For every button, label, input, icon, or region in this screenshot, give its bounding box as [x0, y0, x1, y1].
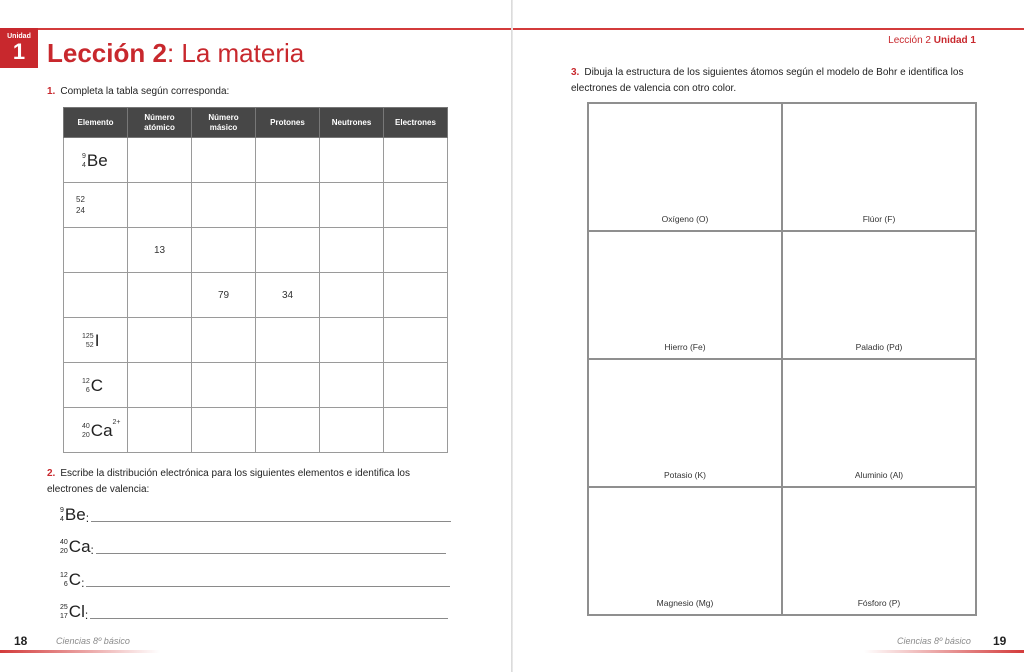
table-cell[interactable]: [128, 138, 192, 183]
element-symbol: Be: [86, 150, 108, 170]
atomic-number: 52: [85, 341, 94, 349]
atom-label: Aluminio (Al): [854, 470, 904, 480]
ion-charge: 2+: [112, 418, 121, 426]
answer-line-cl[interactable]: [90, 618, 448, 619]
running-head-lesson: Lección 2: [888, 35, 931, 46]
element-cell-blank[interactable]: [64, 228, 128, 273]
question-2: [47, 466, 457, 498]
right-page: [513, 0, 1024, 672]
bohr-cell-oxygen[interactable]: [588, 103, 782, 231]
unit-label: Unidad: [7, 33, 31, 40]
header-electrones: Electrones: [384, 108, 448, 138]
element-symbol: Ca: [68, 537, 91, 556]
nuclide-c: [82, 376, 103, 396]
element-symbol: Be: [64, 505, 86, 524]
answer-row-c: [60, 570, 450, 590]
table-cell[interactable]: [384, 138, 448, 183]
table-cell[interactable]: [320, 138, 384, 183]
table-cell[interactable]: [320, 228, 384, 273]
atom-label: Oxígeno (O): [661, 214, 709, 224]
answer-row-ca: [60, 537, 446, 557]
colon: :: [90, 543, 94, 557]
element-cell-ca: [64, 408, 128, 453]
header-elemento: Elemento: [64, 108, 128, 138]
mass-number: 9: [82, 152, 86, 160]
table-cell[interactable]: 34: [256, 273, 320, 318]
table-cell[interactable]: [256, 183, 320, 228]
answer-row-be: [60, 505, 451, 525]
table-cell[interactable]: [320, 273, 384, 318]
element-cell-blank[interactable]: [64, 273, 128, 318]
nuclide-be: [82, 151, 108, 171]
page-number-right: 19: [993, 634, 1007, 648]
table-row: [64, 318, 448, 363]
table-cell[interactable]: 79: [192, 273, 256, 318]
atom-label: Hierro (Fe): [664, 342, 706, 352]
table-cell[interactable]: [384, 318, 448, 363]
element-cell-c: [64, 363, 128, 408]
mass-number: 40: [82, 422, 90, 430]
table-cell[interactable]: [128, 273, 192, 318]
mass-number: 12: [60, 572, 68, 579]
answer-line-ca[interactable]: [96, 553, 446, 554]
element-symbol: C: [68, 570, 82, 589]
mass-number: 125: [82, 332, 94, 340]
bohr-cell-aluminium[interactable]: [782, 359, 976, 487]
table-cell[interactable]: [192, 318, 256, 363]
unit-tab: [0, 28, 38, 68]
table-cell[interactable]: [320, 183, 384, 228]
bohr-cell-fluorine[interactable]: [782, 103, 976, 231]
nuclide-ca-ion: [82, 418, 121, 441]
answer-line-be[interactable]: [91, 521, 451, 522]
nuclide-i: [82, 331, 99, 351]
atom-label: Paladio (Pd): [855, 342, 903, 352]
lesson-title-suffix: : La materia: [166, 38, 305, 68]
table-cell[interactable]: [384, 273, 448, 318]
table-row: [64, 183, 448, 228]
element-cell-i: [64, 318, 128, 363]
page-number-left: 18: [14, 634, 28, 648]
atomic-number: 20: [82, 431, 90, 439]
bohr-model-grid: [587, 102, 977, 616]
question-2-number: 2.: [47, 468, 56, 479]
table-cell[interactable]: [320, 318, 384, 363]
left-page: [0, 0, 511, 672]
question-1-text: Completa la tabla según corresponda:: [60, 86, 230, 97]
colon: :: [81, 576, 85, 590]
table-cell[interactable]: [384, 363, 448, 408]
table-row: [64, 363, 448, 408]
question-3-number: 3.: [571, 67, 580, 78]
lesson-title-prefix: Lección 2: [47, 38, 167, 68]
atomic-number: 4: [82, 161, 86, 169]
table-cell[interactable]: [256, 318, 320, 363]
question-2-text: Escribe la distribución electrónica para los siguientes elementos e identifica los electrones de valencia:: [47, 468, 410, 495]
question-3: [571, 65, 981, 97]
mass-number: 40: [60, 539, 68, 546]
atom-label: Flúor (F): [862, 214, 896, 224]
bohr-cell-phosphorus[interactable]: [782, 487, 976, 615]
table-cell[interactable]: [192, 228, 256, 273]
element-cell-blank[interactable]: [64, 183, 128, 228]
atomic-number: 6: [63, 581, 68, 588]
element-symbol: C: [90, 375, 104, 395]
header-numero-atomico: Número atómico: [128, 108, 192, 138]
atomic-number: 24: [76, 206, 85, 215]
header-protones: Protones: [256, 108, 320, 138]
question-3-text: Dibuja la estructura de los siguientes átomos según el modelo de Bohr e identifica los electrones de valencia con otro color.: [571, 67, 964, 94]
table-cell[interactable]: 13: [128, 228, 192, 273]
element-symbol: Cl: [68, 602, 85, 621]
table-cell[interactable]: [256, 138, 320, 183]
colon: :: [85, 511, 90, 525]
atomic-number: 17: [60, 613, 68, 620]
bohr-cell-potassium[interactable]: [588, 359, 782, 487]
bohr-cell-palladium[interactable]: [782, 231, 976, 359]
table-cell[interactable]: [384, 228, 448, 273]
atom-label: Magnesio (Mg): [656, 598, 714, 608]
footer-rule-left: [0, 650, 160, 653]
table-row: [64, 273, 448, 318]
bohr-cell-magnesium[interactable]: [588, 487, 782, 615]
header-neutrones: Neutrones: [320, 108, 384, 138]
footer-rule-right: [864, 650, 1024, 653]
header-numero-masico: Número másico: [192, 108, 256, 138]
bohr-cell-iron[interactable]: [588, 231, 782, 359]
mass-number: 52: [76, 195, 85, 204]
table-cell[interactable]: [192, 183, 256, 228]
table-header-row: [64, 108, 448, 138]
mass-number: 9: [60, 507, 64, 514]
table-row: [64, 228, 448, 273]
running-head-unit: Unidad 1: [933, 35, 976, 46]
table-cell[interactable]: [384, 183, 448, 228]
table-cell[interactable]: [192, 138, 256, 183]
colon: :: [84, 608, 89, 622]
table-cell[interactable]: [320, 408, 384, 453]
atom-label: Potasio (K): [663, 470, 707, 480]
answer-line-c[interactable]: [86, 586, 450, 587]
table-row: [64, 408, 448, 453]
lesson-title: [47, 38, 304, 69]
table-row: [64, 138, 448, 183]
table-cell[interactable]: [192, 363, 256, 408]
table-cell[interactable]: [128, 183, 192, 228]
unit-number: 1: [12, 39, 26, 64]
table-cell[interactable]: [192, 408, 256, 453]
atom-label: Fósforo (P): [857, 598, 901, 608]
table-cell[interactable]: [320, 363, 384, 408]
atomic-number: 6: [85, 386, 90, 394]
table-cell[interactable]: [256, 363, 320, 408]
element-symbol: I: [94, 330, 100, 350]
top-rule: [513, 28, 1024, 30]
footer-book-title-left: Ciencias 8º básico: [56, 636, 130, 646]
mass-number: 25: [60, 604, 68, 611]
atomic-number: 4: [60, 516, 64, 523]
table-cell[interactable]: [128, 318, 192, 363]
table-cell[interactable]: [128, 363, 192, 408]
nuclide-numbers: [76, 194, 85, 216]
table-cell[interactable]: [384, 408, 448, 453]
atomic-number: 20: [60, 548, 68, 555]
mass-number: 12: [82, 377, 90, 385]
table-cell[interactable]: [128, 408, 192, 453]
top-rule: [38, 28, 511, 30]
table-cell[interactable]: [256, 408, 320, 453]
element-cell-be: [64, 138, 128, 183]
answer-row-cl: [60, 602, 448, 622]
question-1: [47, 84, 229, 100]
element-table: [63, 107, 448, 453]
running-head: [888, 35, 976, 46]
footer-book-title-right: Ciencias 8º básico: [897, 636, 971, 646]
element-symbol: Ca: [90, 420, 113, 440]
table-cell[interactable]: [256, 228, 320, 273]
question-1-number: 1.: [47, 86, 56, 97]
